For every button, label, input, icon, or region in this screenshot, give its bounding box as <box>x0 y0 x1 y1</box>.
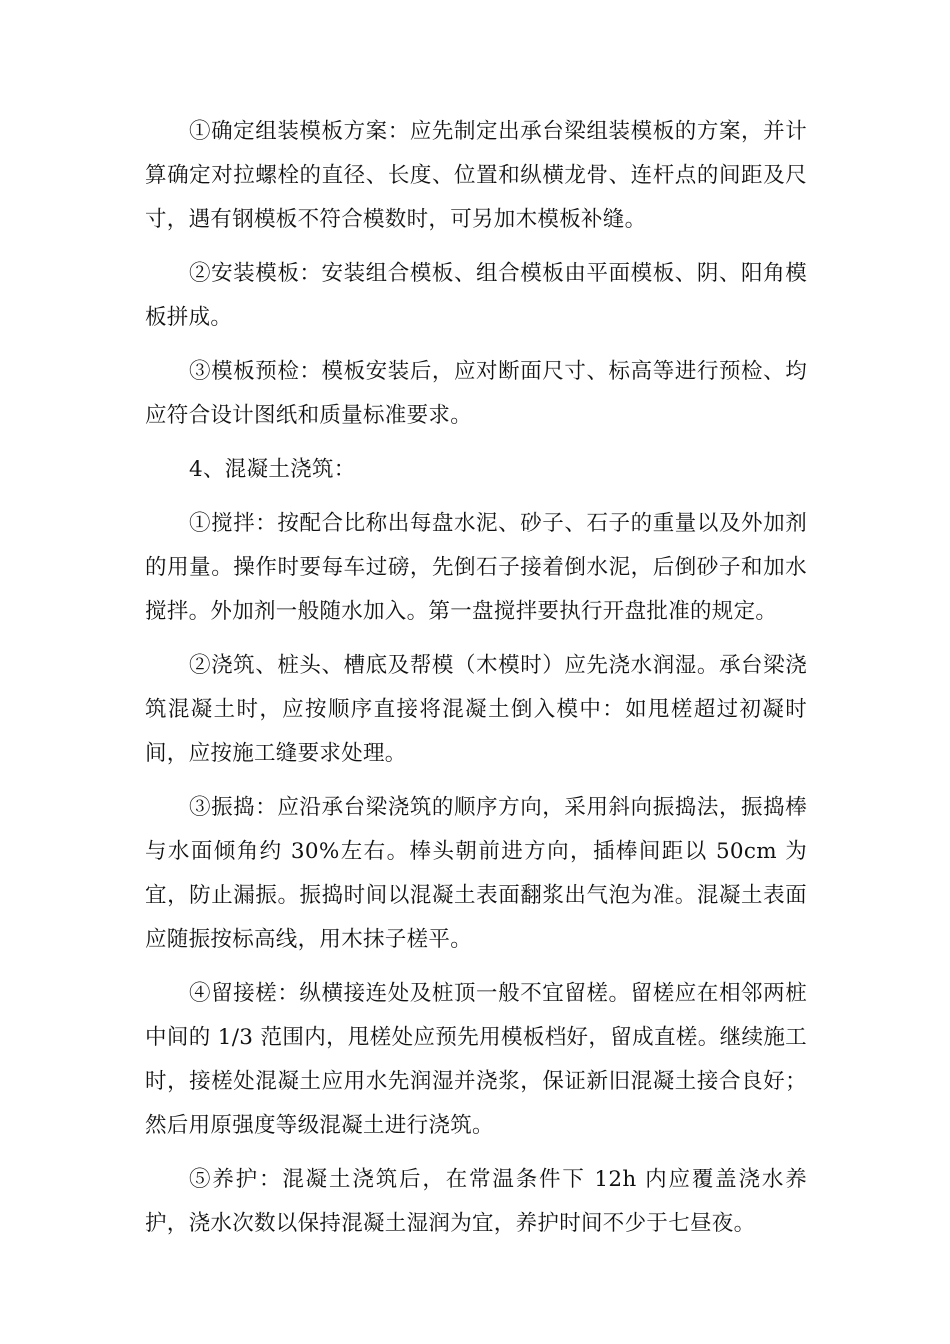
paragraph-pouring: ②浇筑、桩头、槽底及帮模（木模时）应先浇水润湿。承台梁浇筑混凝土时，应按顺序直接将混凝土倒入模中：如甩槎超过初凝时间，应按施工缝要求处理。 <box>145 653 807 766</box>
paragraph-install-formwork: ②安装模板：安装组合模板、组合模板由平面模板、阴、阳角模板拼成。 <box>145 261 807 330</box>
paragraph-formwork-precheck: ③模板预检：模板安装后，应对断面尺寸、标高等进行预检、均应符合设计图纸和质量标准要求。 <box>145 359 807 428</box>
paragraph-vibrating: ③振捣：应沿承台梁浇筑的顺序方向，采用斜向振捣法，振捣棒与水面倾角约 30%左右。棒头朝前进方向，插棒间距以 50cm 为宜，防止漏振。振捣时间以混凝土表面翻浆出气泡为准。混凝土表面应随振按标高线，用木抹子槎平。 <box>145 795 807 952</box>
paragraph-formwork-plan: ①确定组装模板方案：应先制定出承台梁组装模板的方案，并计算确定对拉螺栓的直径、长度、位置和纵横龙骨、连杆点的间距及尺寸，遇有钢模板不符合模数时，可另加木模板补缝。 <box>145 119 807 232</box>
section-heading-concrete-pouring: 4、混凝土浇筑： <box>189 457 356 482</box>
paragraph-mixing: ①搅拌：按配合比称出每盘水泥、砂子、石子的重量以及外加剂的用量。操作时要每车过磅，先倒石子接着倒水泥，后倒砂子和加水搅拌。外加剂一般随水加入。第一盘搅拌要执行开盘批准的规定。 <box>145 511 807 624</box>
paragraph-construction-joint: ④留接槎：纵横接连处及桩顶一般不宜留槎。留槎应在相邻两桩中间的 1/3 范围内，甩槎处应预先用模板档好，留成直槎。继续施工时，接槎处混凝土应用水先润湿并浇浆，保证新旧混凝土接合良好；然后用原强度等级混凝土进行浇筑。 <box>145 981 807 1138</box>
document-body <box>145 110 807 1256</box>
paragraph-curing: ⑤养护：混凝土浇筑后，在常温条件下 12h 内应覆盖浇水养护，浇水次数以保持混凝土湿润为宜，养护时间不少于七昼夜。 <box>145 1167 807 1236</box>
